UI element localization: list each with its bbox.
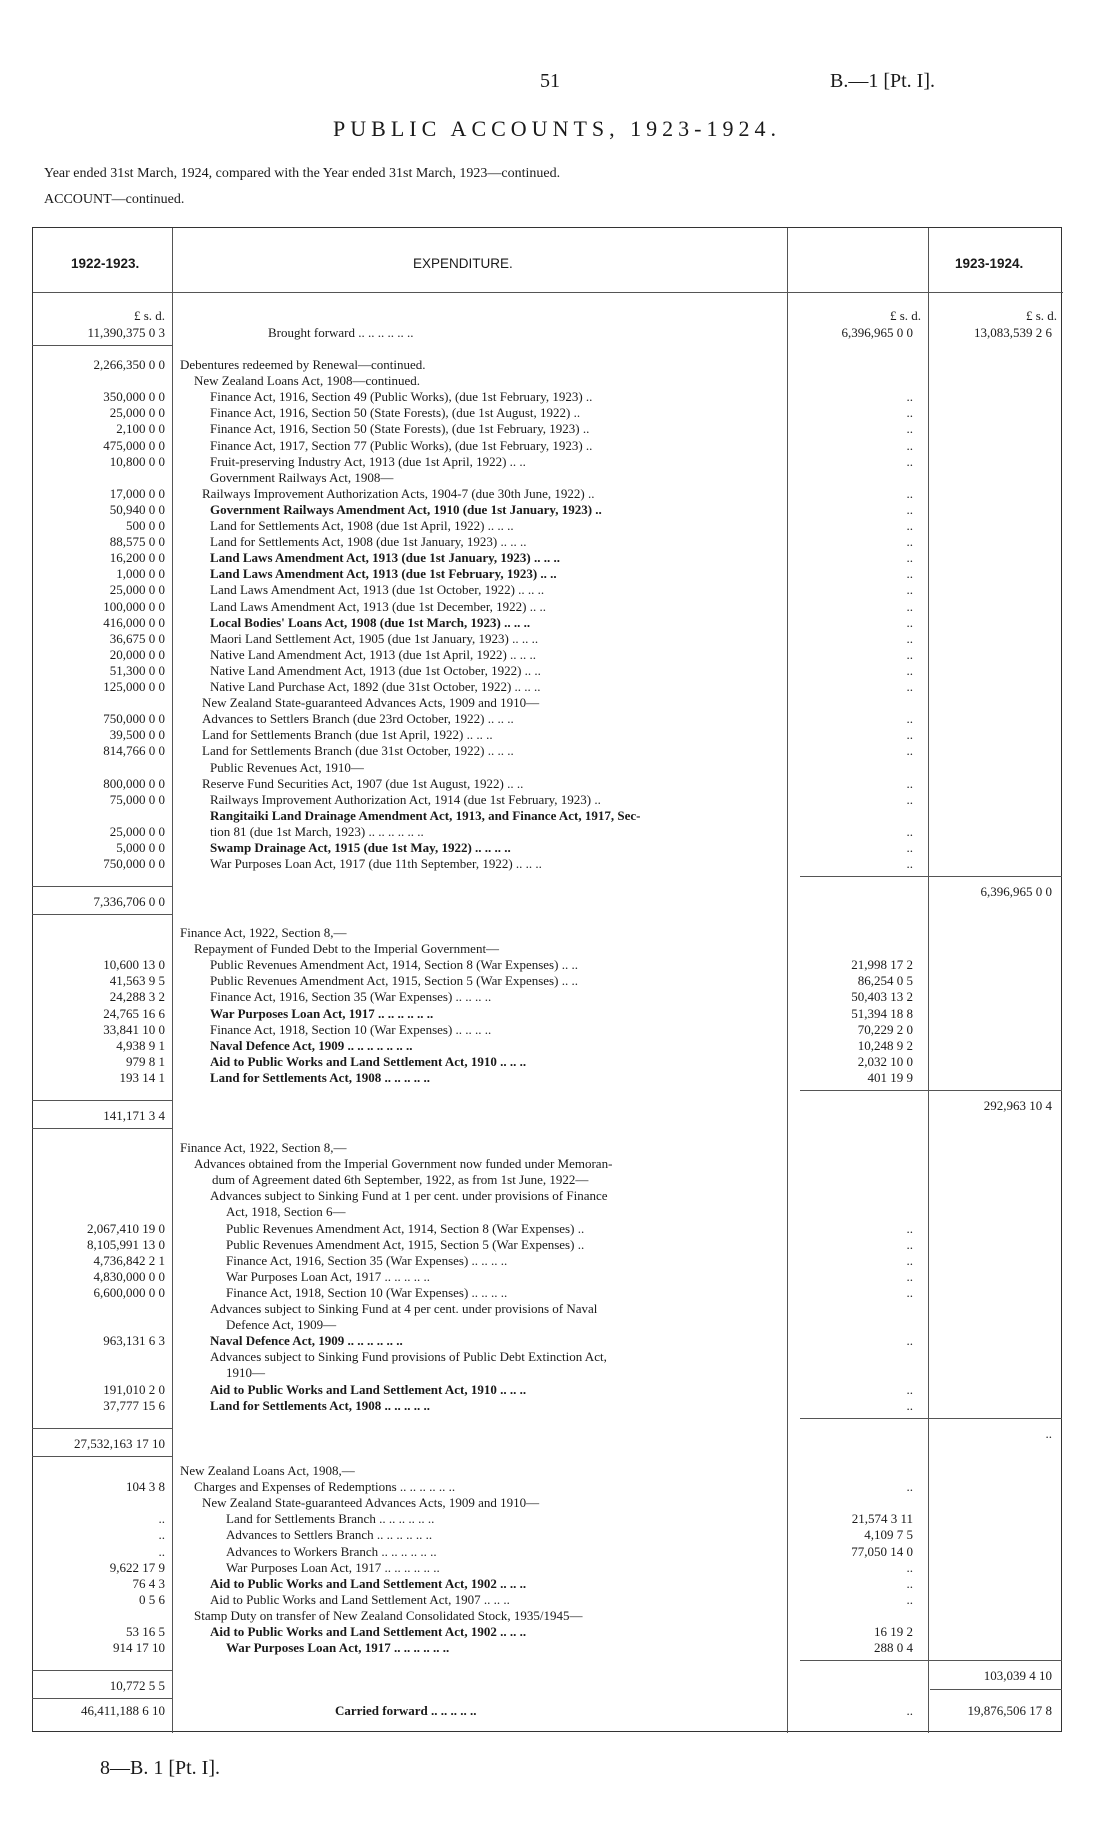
row-mid-amount: 16 19 2 [874, 1624, 913, 1639]
row-prev-amount: 750,000 0 0 [103, 711, 165, 727]
row-prev-amount: 10,800 0 0 [109, 453, 165, 469]
row-prev-amount: 24,288 3 2 [109, 989, 165, 1005]
row-mid-amount: .. [906, 743, 913, 759]
row-description: Finance Act, 1918, Section 10 (War Expenses) .. .. .. .. [226, 1284, 508, 1300]
row-description: Stamp Duty on transfer of New Zealand Consolidated Stock, 1935/1945— [194, 1607, 583, 1623]
row-description: dum of Agreement dated 6th September, 1922, as from 1st June, 1922— [212, 1172, 589, 1188]
row-description: War Purposes Loan Act, 1917 .. .. .. .. .. [226, 1268, 431, 1284]
row-mid-amount: .. [906, 534, 913, 550]
row-prev-amount: 41,563 9 5 [109, 973, 165, 989]
row-description: Reserve Fund Securities Act, 1907 (due 1st August, 1922) .. .. [202, 775, 524, 791]
row-mid-amount: .. [906, 1591, 913, 1607]
row-mid-amount: .. [906, 582, 913, 598]
row-mid-amount: 51,394 18 8 [851, 1005, 913, 1021]
row-mid-amount: .. [906, 775, 913, 791]
row-description: War Purposes Loan Act, 1917 (due 11th September, 1922) .. .. .. [210, 856, 542, 872]
row-description: Fruit-preserving Industry Act, 1913 (due 1st April, 1922) .. .. [210, 453, 526, 469]
row-mid-amount: .. [906, 823, 913, 839]
row-prev-amount: .. [158, 1511, 165, 1527]
row-description: Railways Improvement Authorization Act, 1914 (due 1st February, 1923) .. [210, 791, 601, 807]
row-prev-amount: 75,000 0 0 [109, 791, 165, 807]
row-prev-amount: 16,200 0 0 [109, 550, 165, 566]
row-description: Aid to Public Works and Land Settlement Act, 1907 .. .. .. [210, 1591, 510, 1607]
row-description: Land for Settlements Act, 1908 (due 1st January, 1923) .. .. .. [210, 534, 527, 550]
row-description: Finance Act, 1916, Section 50 (State Forests), (due 1st February, 1923) .. [210, 421, 590, 437]
row-prev-amount: 9,622 17 9 [109, 1559, 165, 1575]
row-mid-amount: .. [906, 711, 913, 727]
section-total-right: .. [1045, 1425, 1052, 1441]
row-description: New Zealand State-guaranteed Advances Acts, 1909 and 1910— [202, 695, 540, 711]
row-description: Repayment of Funded Debt to the Imperial Government— [194, 941, 500, 957]
row-mid-amount: 21,998 17 2 [851, 957, 913, 973]
row-prev-amount: 50,940 0 0 [109, 501, 165, 517]
units-left: £ s. d. [133, 308, 165, 323]
row-description: Finance Act, 1917, Section 77 (Public Works), (due 1st February, 1923) .. [210, 437, 593, 453]
total-rule [32, 1456, 172, 1457]
row-description: Aid to Public Works and Land Settlement Act, 1902 .. .. .. [210, 1624, 527, 1639]
row-mid-amount: .. [906, 421, 913, 437]
row-mid-amount: .. [906, 485, 913, 501]
row-description: Land for Settlements Act, 1908 .. .. .. .. .. [210, 1069, 431, 1085]
total-rule [32, 1670, 172, 1671]
row-prev-amount: 1,000 0 0 [116, 566, 165, 582]
row-prev-amount: 20,000 0 0 [109, 646, 165, 662]
row-mid-amount: .. [906, 1575, 913, 1591]
row-description: Act, 1918, Section 6— [226, 1204, 346, 1220]
row-description: 1910— [226, 1365, 265, 1381]
row-prev-amount: 193 14 1 [119, 1069, 165, 1085]
row-mid-amount: 4,109 7 5 [864, 1527, 913, 1543]
row-mid-amount: .. [906, 662, 913, 678]
row-description: Advances subject to Sinking Fund provisions of Public Debt Extinction Act, [210, 1349, 607, 1365]
document-reference: B.—1 [Pt. I]. [830, 70, 935, 92]
row-description: Land for Settlements Act, 1908 (due 1st April, 1922) .. .. .. [210, 518, 514, 533]
page-number: 51 [540, 70, 560, 92]
row-description: Native Land Amendment Act, 1913 (due 1st October, 1922) .. .. [210, 662, 541, 678]
row-description: Finance Act, 1916, Section 49 (Public Works), (due 1st February, 1923) .. [210, 389, 593, 405]
row-description: New Zealand Loans Act, 1908,— [180, 1463, 355, 1478]
row-description: Local Bodies' Loans Act, 1908 (due 1st March, 1923) .. .. .. [210, 614, 531, 630]
curr-year-header: 1923-1924. [955, 256, 1024, 271]
row-description: Aid to Public Works and Land Settlement Act, 1910 .. .. .. [210, 1053, 527, 1069]
row-prev-amount: 963,131 6 3 [103, 1333, 165, 1349]
row-description: Finance Act, 1916, Section 35 (War Expenses) .. .. .. .. [210, 989, 492, 1005]
row-mid-amount: .. [906, 566, 913, 582]
row-description: Finance Act, 1918, Section 10 (War Expenses) .. .. .. .. [210, 1021, 492, 1037]
carried-forward-right: 19,876,506 17 8 [967, 1703, 1052, 1718]
total-rule [800, 1418, 1062, 1419]
row-description: Advances subject to Sinking Fund at 4 per cent. under provisions of Naval [210, 1301, 598, 1316]
row-mid-amount: 86,254 0 5 [857, 973, 913, 989]
page-title: PUBLIC ACCOUNTS, 1923-1924. [333, 116, 781, 141]
row-description: Land Laws Amendment Act, 1913 (due 1st February, 1923) .. .. [210, 566, 557, 582]
row-description: Public Revenues Amendment Act, 1914, Section 8 (War Expenses) .. [226, 1220, 585, 1236]
row-prev-amount: 814,766 0 0 [103, 743, 165, 759]
total-rule [32, 914, 172, 915]
row-description: Defence Act, 1909— [226, 1317, 337, 1333]
row-mid-amount: .. [906, 630, 913, 646]
carried-forward-mid: .. [906, 1703, 913, 1718]
row-prev-amount: 33,841 10 0 [103, 1021, 165, 1037]
page-subtitle: Year ended 31st March, 1924, compared with the Year ended 31st March, 1923—continued. [44, 166, 561, 181]
row-mid-amount: .. [906, 405, 913, 421]
row-prev-amount: 53 16 5 [126, 1624, 165, 1639]
section-total-prev: 7,336,706 0 0 [93, 894, 165, 910]
row-description: Land for Settlements Branch (due 1st April, 1922) .. .. .. [202, 727, 493, 743]
row-prev-amount: 8,105,991 13 0 [87, 1236, 165, 1252]
row-mid-amount: 21,574 3 11 [851, 1511, 913, 1527]
row-prev-amount: 24,765 16 6 [103, 1005, 165, 1021]
row-prev-amount: 2,100 0 0 [116, 421, 165, 437]
section-total-right: 103,039 4 10 [983, 1668, 1052, 1684]
row-description: Finance Act, 1916, Section 35 (War Expenses) .. .. .. .. [226, 1252, 508, 1268]
row-prev-amount: 800,000 0 0 [103, 775, 165, 791]
total-rule [800, 876, 1062, 877]
row-description: Land Laws Amendment Act, 1913 (due 1st January, 1923) .. .. .. [210, 550, 560, 566]
row-prev-amount: 350,000 0 0 [103, 389, 165, 405]
row-description: Native Land Amendment Act, 1913 (due 1st April, 1922) .. .. .. [210, 646, 537, 662]
row-mid-amount: .. [906, 1220, 913, 1236]
row-mid-amount: .. [906, 1252, 913, 1268]
row-mid-amount: 288 0 4 [874, 1640, 913, 1656]
row-mid-amount: .. [906, 550, 913, 566]
row-prev-amount: 2,067,410 19 0 [87, 1220, 165, 1236]
row-description: Finance Act, 1922, Section 8,— [180, 925, 347, 940]
row-description: Public Revenues Amendment Act, 1915, Section 5 (War Expenses) .. .. [210, 973, 578, 989]
row-description: Land Laws Amendment Act, 1913 (due 1st December, 1922) .. .. [210, 598, 546, 614]
row-description: Naval Defence Act, 1909 .. .. .. .. .. .. [210, 1333, 403, 1349]
row-description: Charges and Expenses of Redemptions .. .. .. .. .. .. [194, 1479, 456, 1495]
row-prev-amount: .. [158, 1543, 165, 1559]
row-mid-amount: 77,050 14 0 [851, 1543, 913, 1559]
total-rule [32, 886, 172, 887]
row-mid-amount: 10,248 9 2 [857, 1037, 913, 1053]
row-mid-amount: .. [906, 501, 913, 517]
row-mid-amount: .. [906, 1397, 913, 1413]
total-rule [800, 1660, 1062, 1661]
row-description: Land for Settlements Branch .. .. .. .. .. .. [226, 1511, 435, 1527]
row-mid-amount: .. [906, 614, 913, 630]
page-footer: 8—B. 1 [Pt. I]. [100, 1757, 220, 1779]
units-mid: £ s. d. [889, 308, 921, 323]
row-description: Public Revenues Amendment Act, 1915, Section 5 (War Expenses) .. [226, 1236, 585, 1252]
row-description: Rangitaiki Land Drainage Amendment Act, 1913, and Finance Act, 1917, Sec- [210, 807, 641, 823]
row-description: Advances to Settlers Branch .. .. .. .. .. .. [226, 1527, 433, 1543]
row-prev-amount: 100,000 0 0 [103, 598, 165, 614]
row-description: Public Revenues Act, 1910— [210, 759, 364, 775]
section-total-right: 292,963 10 4 [983, 1097, 1052, 1113]
brought-forward-label: Brought forward .. .. .. .. .. .. [268, 325, 414, 340]
carried-forward-label: Carried forward .. .. .. .. .. [335, 1703, 477, 1718]
row-prev-amount: 4,938 9 1 [116, 1037, 165, 1053]
row-prev-amount: 51,300 0 0 [109, 662, 165, 678]
row-description: New Zealand State-guaranteed Advances Acts, 1909 and 1910— [202, 1495, 540, 1511]
row-prev-amount: 104 3 8 [126, 1479, 165, 1495]
row-description: Advances to Settlers Branch (due 23rd October, 1922) .. .. .. [202, 711, 514, 727]
row-mid-amount: 401 19 9 [867, 1069, 913, 1085]
section-total-prev: 27,532,163 17 10 [74, 1435, 165, 1451]
row-mid-amount: .. [906, 840, 913, 855]
prev-year-header: 1922-1923. [71, 256, 140, 271]
row-description: Land Laws Amendment Act, 1913 (due 1st October, 1922) .. .. .. [210, 582, 545, 598]
row-mid-amount: .. [906, 1333, 913, 1349]
row-mid-amount: 70,229 2 0 [857, 1021, 913, 1037]
row-description: Aid to Public Works and Land Settlement Act, 1902 .. .. .. [210, 1575, 527, 1591]
row-prev-amount: 125,000 0 0 [103, 679, 165, 694]
row-prev-amount: 17,000 0 0 [109, 485, 165, 501]
expenditure-header: EXPENDITURE. [413, 256, 513, 271]
row-mid-amount: .. [906, 437, 913, 453]
row-prev-amount: 5,000 0 0 [116, 840, 165, 855]
brought-forward-mid: 6,396,965 0 0 [841, 325, 913, 340]
row-description: Public Revenues Amendment Act, 1914, Section 8 (War Expenses) .. .. [210, 957, 578, 973]
row-prev-amount: 25,000 0 0 [109, 405, 165, 421]
row-prev-amount: 37,777 15 6 [103, 1397, 165, 1413]
row-description: War Purposes Loan Act, 1917 .. .. .. .. .. .. [210, 1005, 434, 1021]
row-prev-amount: 25,000 0 0 [109, 582, 165, 598]
row-prev-amount: 0 5 6 [139, 1591, 165, 1607]
row-description: Advances subject to Sinking Fund at 1 per cent. under provisions of Finance [210, 1188, 608, 1204]
row-description: Advances obtained from the Imperial Government now funded under Memoran- [194, 1156, 613, 1172]
total-rule [32, 1698, 172, 1699]
brought-forward-prev: 11,390,375 0 3 [87, 325, 165, 340]
section-total-right: 6,396,965 0 0 [980, 884, 1052, 900]
total-rule [800, 1090, 1062, 1091]
total-rule [32, 1100, 172, 1101]
row-description: New Zealand Loans Act, 1908—continued. [194, 373, 420, 389]
row-description: Railways Improvement Authorization Acts, 1904-7 (due 30th June, 1922) .. [202, 485, 595, 501]
row-description: Land for Settlements Act, 1908 .. .. .. .. .. [210, 1397, 431, 1413]
row-description: Naval Defence Act, 1909 .. .. .. .. .. .. .. [210, 1037, 413, 1053]
row-mid-amount: .. [906, 1479, 913, 1495]
row-description: Finance Act, 1922, Section 8,— [180, 1140, 347, 1155]
row-prev-amount: 2,266,350 0 0 [93, 357, 165, 372]
total-rule [930, 1689, 1062, 1690]
row-mid-amount: .. [906, 1236, 913, 1252]
row-description: Government Railways Amendment Act, 1910 (due 1st January, 1923) .. [210, 501, 602, 517]
row-description: Debentures redeemed by Renewal—continued. [180, 357, 426, 372]
brought-forward-right: 13,083,539 2 6 [974, 325, 1052, 340]
row-mid-amount: .. [906, 598, 913, 614]
total-rule [32, 1128, 172, 1129]
row-description: Advances to Workers Branch .. .. .. .. .. .. [226, 1543, 437, 1559]
row-prev-amount: .. [158, 1527, 165, 1543]
row-mid-amount: .. [906, 1381, 913, 1397]
section-total-prev: 141,171 3 4 [103, 1107, 165, 1123]
row-description: Native Land Purchase Act, 1892 (due 31st October, 1922) .. .. .. [210, 679, 541, 694]
row-description: War Purposes Loan Act, 1917 .. .. .. .. .. .. [226, 1559, 440, 1575]
row-mid-amount: .. [906, 453, 913, 469]
row-prev-amount: 914 17 10 [113, 1640, 165, 1656]
row-prev-amount: 500 0 0 [126, 518, 165, 533]
total-rule [32, 345, 172, 346]
row-prev-amount: 416,000 0 0 [103, 614, 165, 630]
row-mid-amount: .. [906, 1284, 913, 1300]
row-prev-amount: 88,575 0 0 [109, 534, 165, 550]
row-mid-amount: .. [906, 856, 913, 872]
row-mid-amount: .. [906, 518, 913, 533]
row-description: Land for Settlements Branch (due 31st October, 1922) .. .. .. [202, 743, 514, 759]
row-mid-amount: 50,403 13 2 [851, 989, 913, 1005]
row-prev-amount: 76 4 3 [132, 1575, 165, 1591]
row-prev-amount: 39,500 0 0 [109, 727, 165, 743]
row-mid-amount: .. [906, 727, 913, 743]
row-description: Aid to Public Works and Land Settlement Act, 1910 .. .. .. [210, 1381, 527, 1397]
row-description: Government Railways Act, 1908— [210, 469, 394, 485]
row-prev-amount: 475,000 0 0 [103, 437, 165, 453]
row-description: Maori Land Settlement Act, 1905 (due 1st January, 1923) .. .. .. [210, 630, 539, 646]
row-mid-amount: .. [906, 791, 913, 807]
row-prev-amount: 25,000 0 0 [109, 823, 165, 839]
row-prev-amount: 10,600 13 0 [103, 957, 165, 973]
row-mid-amount: 2,032 10 0 [857, 1053, 913, 1069]
row-prev-amount: 4,736,842 2 1 [93, 1252, 165, 1268]
total-rule [32, 1428, 172, 1429]
row-description: War Purposes Loan Act, 1917 .. .. .. .. .. .. [226, 1640, 450, 1656]
account-label: ACCOUNT—continued. [44, 192, 185, 207]
row-description: tion 81 (due 1st March, 1923) .. .. .. .. .. .. [210, 823, 424, 839]
row-mid-amount: .. [906, 1559, 913, 1575]
carried-forward-prev: 46,411,188 6 10 [80, 1703, 165, 1718]
row-prev-amount: 750,000 0 0 [103, 856, 165, 872]
row-mid-amount: .. [906, 389, 913, 405]
row-description: Finance Act, 1916, Section 50 (State Forests), (due 1st August, 1922) .. [210, 405, 581, 421]
section-total-prev: 10,772 5 5 [109, 1678, 165, 1694]
row-mid-amount: .. [906, 679, 913, 694]
row-prev-amount: 6,600,000 0 0 [93, 1284, 165, 1300]
row-prev-amount: 979 8 1 [126, 1053, 165, 1069]
row-prev-amount: 4,830,000 0 0 [93, 1268, 165, 1284]
row-prev-amount: 191,010 2 0 [103, 1381, 165, 1397]
row-description: Swamp Drainage Act, 1915 (due 1st May, 1922) .. .. .. .. [210, 840, 511, 855]
row-prev-amount: 36,675 0 0 [109, 630, 165, 646]
row-mid-amount: .. [906, 646, 913, 662]
row-mid-amount: .. [906, 1268, 913, 1284]
units-right: £ s. d. [1025, 308, 1057, 323]
